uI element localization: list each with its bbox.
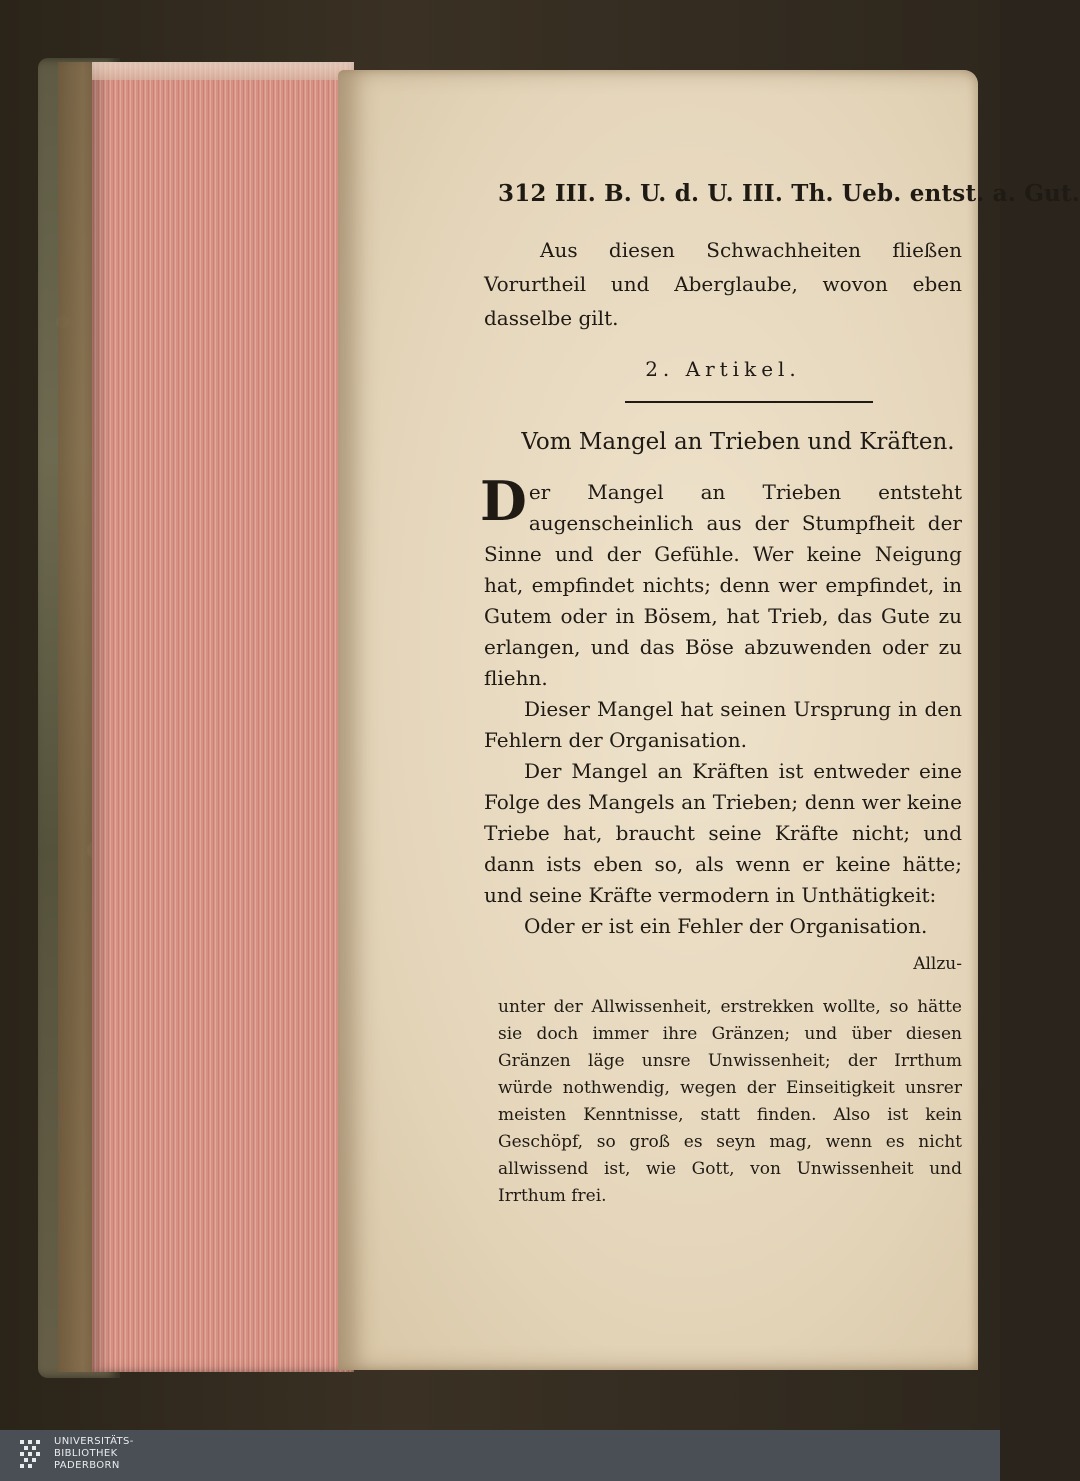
library-name-line-1: UNIVERSITÄTS- <box>54 1436 134 1447</box>
page-edges-top <box>92 62 354 80</box>
article-title: Vom Mangel an Trieben und Kräften. <box>521 429 955 455</box>
library-name-line-3: PADERBORN <box>54 1460 120 1471</box>
paragraph-1 <box>480 469 962 694</box>
running-header: 312 III. B. U. d. U. III. Th. Ueb. entst. a. Gut. <box>498 180 1080 207</box>
library-footer-bar <box>0 1430 1000 1481</box>
library-logo-icon <box>18 1438 46 1474</box>
paragraph-2: Dieser Mangel hat seinen Ursprung in den Fehlern der Organisation. <box>484 697 962 752</box>
library-name-line-2: BIBLIOTHEK <box>54 1448 118 1459</box>
catchword: Allzu- <box>913 954 962 974</box>
article-label: 2. Artikel. <box>645 357 801 381</box>
footnote: unter der Allwissenheit, erstrekken wollte, so hätte sie doch immer ihre Gränzen; und über diesen Gränzen läge unsre Unwissenheit; der Irrthum würde nothwendig, wegen der Einseitigkeit unsrer meisten Kenntnisse, statt finden. Also ist kein Geschöpf, so groß es seyn mag, wenn es nicht allwissend ist, wie Gott, von Unwissenheit und Irrthum frei. <box>498 997 962 1206</box>
page-edges <box>92 62 354 1372</box>
paragraph-1-text: er Mangel an Trieben entsteht augenscheinlich aus der Stumpfheit der Sinne und der Gefühle. Wer keine Neigung hat, empfindet nichts; denn wer empfindet, in Gutem oder in Bösem, hat Trieb, das Gute zu erlangen, und das Böse abzuwenden oder zu fliehn. <box>484 480 962 690</box>
drop-cap: D <box>480 469 527 533</box>
page-text <box>480 180 1080 1210</box>
paragraph-4: Oder er ist ein Fehler der Organisation. <box>524 914 928 938</box>
divider-rule <box>625 401 873 403</box>
library-name <box>54 1436 134 1472</box>
paragraph-3: Der Mangel an Kräften ist entweder eine Folge des Mangels an Trieben; denn wer keine Triebe hat, braucht seine Kräfte nicht; und dann ists eben so, als wenn er keine hätte; und seine Kräfte vermodern in Unthätigkeit: <box>484 759 962 907</box>
intro-paragraph: Aus diesen Schwachheiten fließen Vorurtheil und Aberglaube, wovon eben dasselbe gilt. <box>484 238 962 330</box>
